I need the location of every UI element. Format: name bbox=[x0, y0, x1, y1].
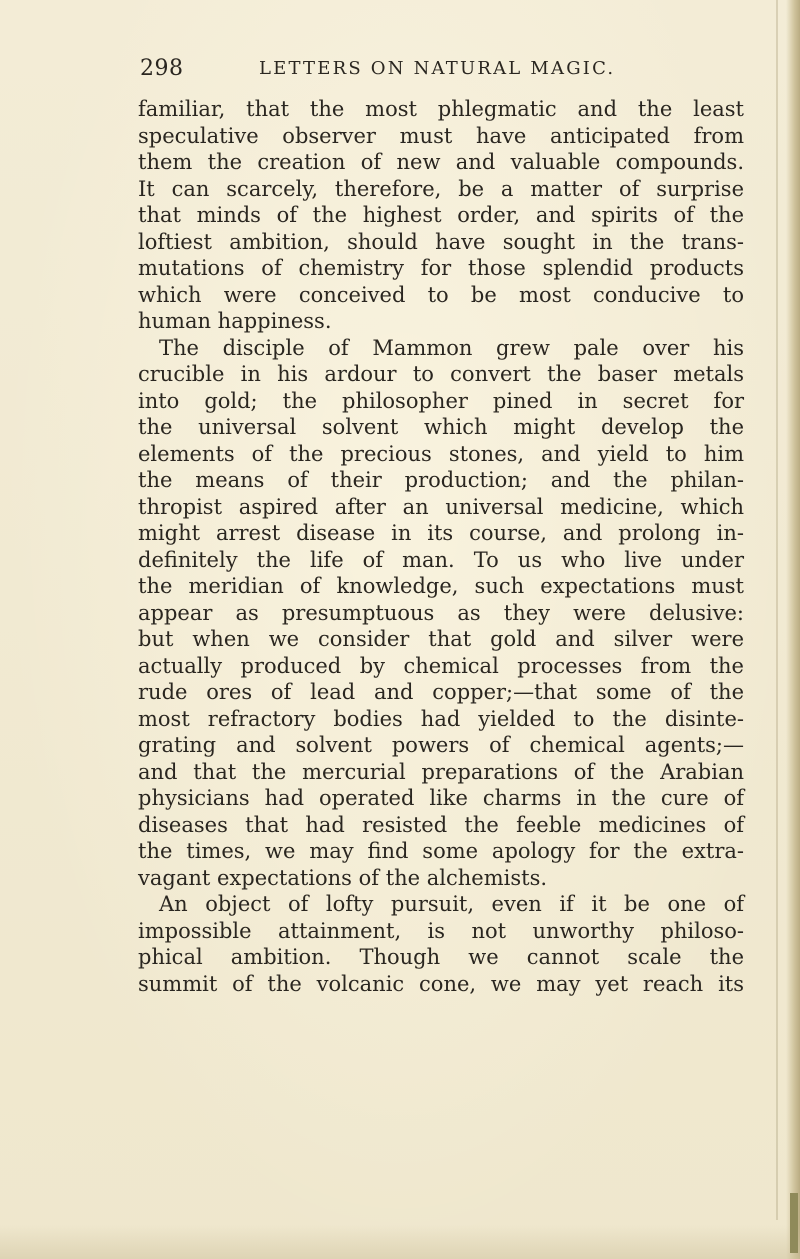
text-line: which were conceived to be most conducive to bbox=[138, 282, 744, 307]
text-line: crucible in his ardour to convert the baser metals bbox=[138, 362, 744, 386]
text-line: the times, we may find some apology for the extra- bbox=[138, 839, 744, 863]
text-line: most refractory bodies had yielded to the disinte- bbox=[138, 706, 744, 731]
text-line: human happiness. bbox=[138, 309, 332, 333]
running-head bbox=[140, 56, 740, 86]
running-title: LETTERS ON NATURAL MAGIC. bbox=[259, 58, 616, 79]
text-line: rude ores of lead and copper;—that some of the bbox=[138, 680, 744, 704]
text-line: phical ambition. Though we cannot scale the bbox=[138, 945, 744, 969]
text-line: grating and solvent powers of chemical agents;— bbox=[138, 733, 744, 757]
text-line: the meridian of knowledge, such expectations must bbox=[138, 574, 744, 598]
text-line: summit of the volcanic cone, we may yet reach its bbox=[138, 971, 744, 996]
text-line: The disciple of Mammon grew pale over his bbox=[159, 335, 744, 360]
text-line: It can scarcely, therefore, be a matter of surprise bbox=[138, 176, 744, 201]
text-line: loftiest ambition, should have sought in the trans- bbox=[138, 229, 744, 254]
text-line: but when we consider that gold and silver were bbox=[138, 627, 744, 651]
text-line: them the creation of new and valuable compounds. bbox=[138, 150, 744, 174]
page-edge-shadow bbox=[786, 0, 800, 1259]
text-line: physicians had operated like charms in the cure of bbox=[138, 786, 744, 810]
text-line: thropist aspired after an universal medicine, which bbox=[138, 494, 744, 519]
page-edge-line bbox=[776, 0, 778, 1220]
text-line: that minds of the highest order, and spirits of the bbox=[138, 203, 744, 227]
text-line: the universal solvent which might develop the bbox=[138, 415, 744, 439]
corner-mark bbox=[790, 1193, 798, 1253]
bottom-shadow bbox=[0, 1225, 800, 1259]
text-line: definitely the life of man. To us who live under bbox=[138, 547, 744, 572]
text-line: and that the mercurial preparations of the Arabian bbox=[138, 759, 744, 784]
text-line: diseases that had resisted the feeble medicines of bbox=[138, 812, 744, 837]
text-line: elements of the precious stones, and yield to him bbox=[138, 441, 744, 466]
text-line: mutations of chemistry for those splendid products bbox=[138, 256, 744, 280]
text-line: actually produced by chemical processes from the bbox=[138, 653, 744, 678]
text-line: into gold; the philosopher pined in secret for bbox=[138, 388, 744, 413]
body-text bbox=[138, 96, 744, 997]
text-line: appear as presumptuous as they were delusive: bbox=[138, 600, 744, 625]
text-line: impossible attainment, is not unworthy philoso- bbox=[138, 918, 744, 943]
text-line: might arrest disease in its course, and prolong in- bbox=[138, 521, 744, 545]
text-line: An object of lofty pursuit, even if it be one of bbox=[159, 892, 744, 916]
page-number: 298 bbox=[140, 56, 184, 81]
text-line: the means of their production; and the philan- bbox=[138, 468, 744, 492]
text-line: speculative observer must have anticipated from bbox=[138, 123, 744, 148]
text-line: familiar, that the most phlegmatic and the least bbox=[138, 97, 744, 121]
text-line: vagant expectations of the alchemists. bbox=[138, 865, 548, 890]
